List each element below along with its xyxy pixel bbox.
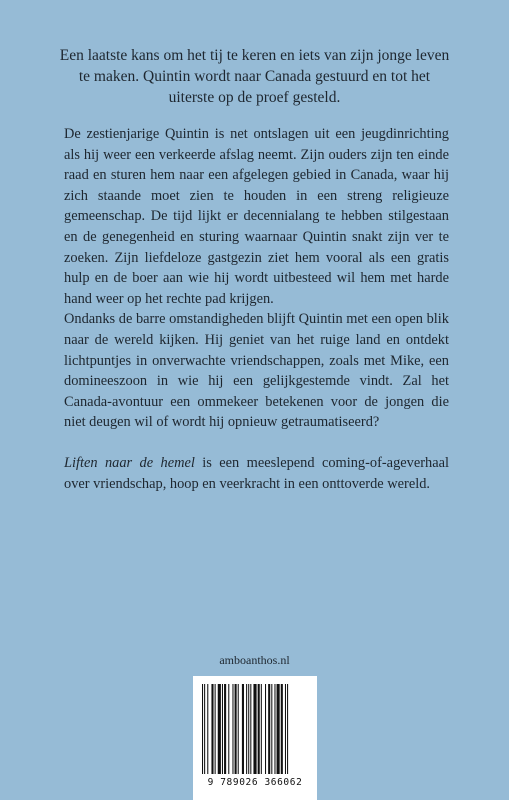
blurb [64, 124, 449, 494]
barcode-bar [277, 684, 280, 774]
closing-paragraph [64, 453, 449, 494]
barcode-bar [211, 684, 213, 774]
barcode-bar [238, 684, 239, 774]
barcode-bar [228, 684, 229, 774]
barcode-bar [261, 684, 262, 774]
book-title: Liften naar de hemel [64, 454, 195, 471]
barcode-bar [268, 684, 270, 774]
publisher-website: amboanthos.nl [219, 653, 290, 667]
barcode-bar [207, 684, 208, 774]
barcode-bar [242, 684, 244, 774]
barcode-bar [253, 684, 256, 774]
barcode-bar [265, 684, 266, 774]
barcode-bar [285, 684, 286, 774]
barcode-bar [235, 684, 237, 774]
isbn-number: 9 789026 366062 [207, 777, 303, 788]
barcode-bar [222, 684, 223, 774]
tagline: Een laatste kans om het tij te keren en iets van zijn jonge leven te maken. Quintin wordt naar Canada gestuurd en tot het uiterste op de proef gesteld. [59, 47, 450, 106]
barcode-bar [287, 684, 288, 774]
barcode-bar [202, 684, 203, 774]
barcode [193, 676, 317, 800]
barcode-bar [246, 684, 247, 774]
barcode-bar [250, 684, 251, 774]
barcode-bar [281, 684, 283, 774]
paragraph-2: Ondanks de barre omstandigheden blijft Quintin met een open blik naar de wereld kijken. Hij geniet van het ruige land en ontdekt lichtpuntjes in onverwachte vriendschappen, zoals met Mike, een domineeszoon in wie hij een gelijkgestemde vindt. Zal het Canada-avontuur een ommekeer betekenen voor de jongen die niet deugen wil of wordt hij opnieuw getraumatiseerd? [64, 311, 449, 431]
barcode-bar [224, 684, 226, 774]
paragraph-1: De zestienjarige Quintin is net ontslagen uit een jeugdinrichting als hij weer een verkeerde afslag neemt. Zijn ouders zijn ten einde raad en sturen hem naar een afgelegen gebied in Canada, waar hij zich staande moet zien te houden in een streng religieuze gemeenschap. De tijd lijkt er decennialang te hebben stilgestaan en de genegenheid en sturing waarnaar Quintin snakt zijn ver te zoeken. Zijn liefdeloze gastgezin ziet hem vooral als een gratis hulp en de boer aan wie hij wordt uitbesteed wil hem met harde hand weer op het rechte pad krijgen. [64, 126, 449, 307]
barcode-bar [258, 684, 260, 774]
barcode-bar [215, 684, 216, 774]
barcode-bar [218, 684, 221, 774]
barcode-bar [248, 684, 249, 774]
barcode-bar [271, 684, 272, 774]
barcode-bar [232, 684, 233, 774]
closing-text: is een meeslepend coming-of-ageverhaal over vriendschap, hoop en veerkracht in een onttoverde wereld. [64, 454, 449, 492]
barcode-bar [204, 684, 205, 774]
barcode-bars [200, 684, 310, 774]
barcode-bar [274, 684, 275, 774]
